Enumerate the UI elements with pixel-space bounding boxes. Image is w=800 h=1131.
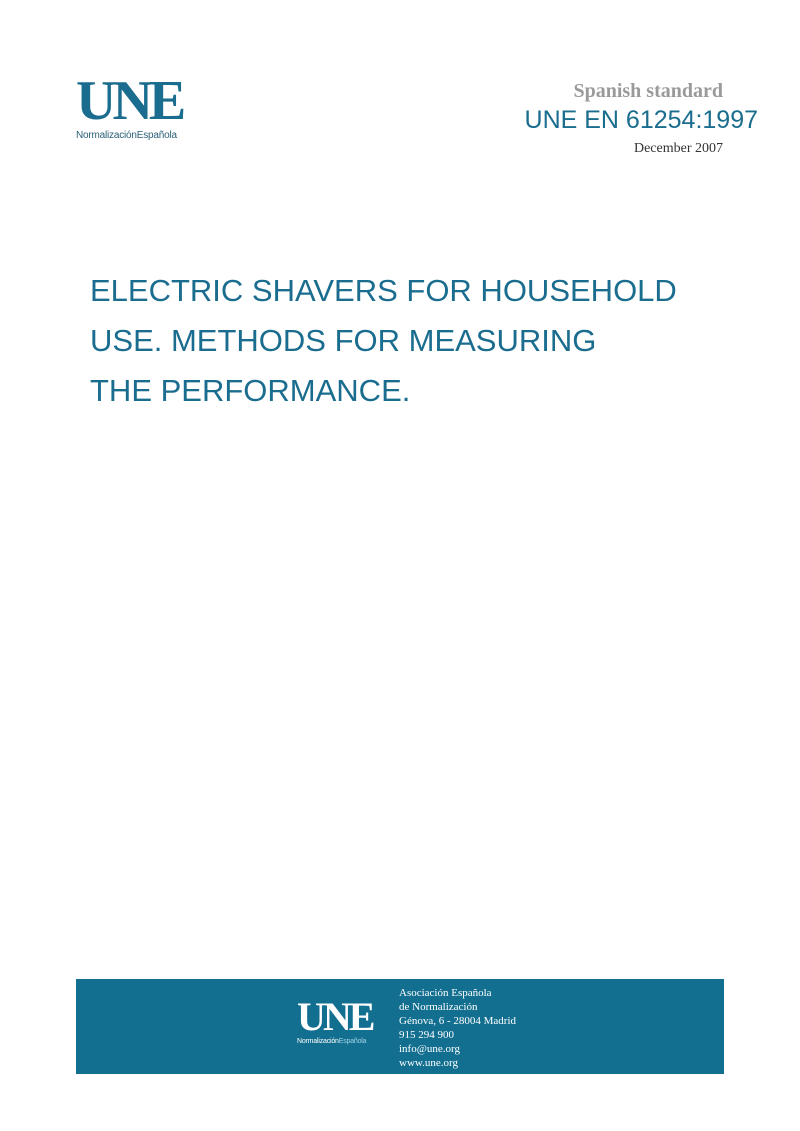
title-line: THE PERFORMANCE.	[90, 373, 411, 408]
title-line: ELECTRIC SHAVERS FOR HOUSEHOLD	[90, 273, 677, 308]
document-title	[90, 266, 750, 416]
title-line: USE. METHODS FOR MEASURING	[90, 323, 597, 358]
address-website[interactable]: www.une.org	[399, 1057, 458, 1069]
une-logo	[76, 70, 206, 142]
footer-band	[76, 979, 724, 1074]
logo-sub-espanola: Española	[136, 130, 177, 141]
footer-logo-mark: UNE	[297, 994, 373, 1039]
standard-kind: Spanish standard	[573, 80, 723, 102]
address-phone: 915 294 900	[399, 1029, 454, 1041]
logo-sub-normalizacion: Normalización	[76, 130, 137, 141]
footer-une-logo	[297, 994, 387, 1046]
contact-address	[399, 986, 516, 1070]
footer-logo-subtitle	[297, 1037, 387, 1046]
standard-code: UNE EN 61254:1997	[524, 106, 758, 134]
publication-date: December 2007	[633, 141, 723, 156]
document-header	[524, 78, 758, 160]
address-organization-cont: de Normalización	[399, 1001, 478, 1013]
address-organization: Asociación Española	[399, 987, 492, 999]
une-logo-mark: UNE	[76, 70, 183, 132]
footer-logo-sub-normalizacion: Normalización	[297, 1038, 339, 1045]
footer-logo-sub-espanola: Española	[338, 1038, 367, 1045]
address-street: Génova, 6 - 28004 Madrid	[399, 1015, 517, 1027]
une-logo-subtitle	[76, 130, 206, 142]
address-email[interactable]: info@une.org	[399, 1043, 460, 1055]
